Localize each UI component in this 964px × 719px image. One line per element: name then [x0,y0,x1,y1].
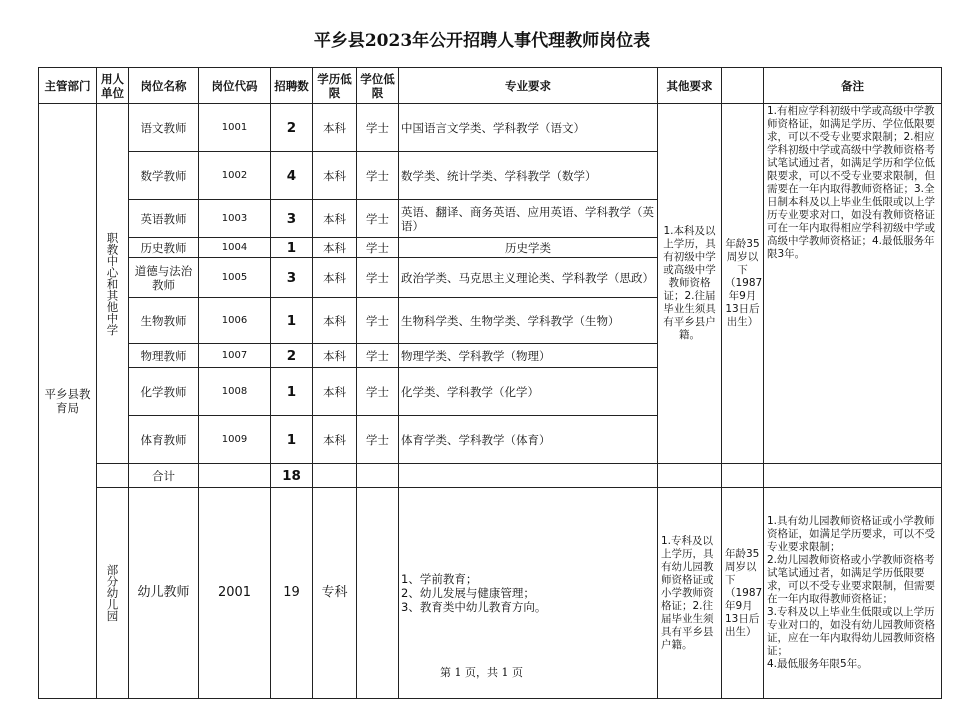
header-edu: 学历低限 [313,68,357,104]
edu-cell: 本科 [313,200,357,238]
kg-post-cell: 幼儿教师 [129,488,199,699]
edu-cell: 本科 [313,104,357,152]
kg-age-requirement: 年龄35周岁以下（1987年9月13日后出生） [722,488,764,699]
code-cell: 1004 [199,238,271,258]
post-cell: 数学教师 [129,152,199,200]
major-cell: 历史学类 [399,238,658,258]
kg-edu-cell: 专科 [313,488,357,699]
table-row [39,104,942,152]
code-cell: 1008 [199,368,271,416]
degree-cell: 学士 [357,152,399,200]
count-cell: 3 [271,200,313,238]
major-cell: 体育学类、学科教学（体育） [399,416,658,464]
total-code-cell [199,464,271,488]
positions-table [38,67,942,699]
count-cell: 3 [271,258,313,298]
page-title: 平乡县2023年公开招聘人事代理教师岗位表 [313,31,651,51]
kg-degree-cell [357,488,399,699]
header-degree: 学位低限 [357,68,399,104]
page-footer: 第 1 页，共 1 页 [440,666,523,679]
header-dept: 主管部门 [39,68,97,104]
count-cell: 1 [271,238,313,258]
degree-cell: 学士 [357,238,399,258]
code-cell: 1009 [199,416,271,464]
total-note-cell [764,464,942,488]
total-other-cell [658,464,722,488]
kg-unit-cell: 部分幼儿园 [97,488,129,699]
dept-cell: 平乡县教育局 [39,104,97,699]
total-edu-cell [313,464,357,488]
count-cell: 1 [271,416,313,464]
kg-major-cell: 1、学前教育； 2、幼儿发展与健康管理； 3、教育类中幼儿教育方向。 [399,488,658,699]
degree-cell: 学士 [357,416,399,464]
major-cell: 中国语言文学类、学科教学（语文） [399,104,658,152]
post-cell: 体育教师 [129,416,199,464]
major-cell: 英语、翻译、商务英语、应用英语、学科教学（英语） [399,200,658,238]
post-cell: 道德与法治教师 [129,258,199,298]
total-degree-cell [357,464,399,488]
edu-cell: 本科 [313,258,357,298]
total-count: 18 [271,464,313,488]
code-cell: 1003 [199,200,271,238]
other-requirements: 1.本科及以上学历，具有初级中学或高级中学教师资格证；2.往届毕业生须具有平乡县户籍。 [658,104,722,464]
major-cell: 生物科学类、生物学类、学科教学（生物） [399,298,658,344]
age-requirement: 年龄35周岁以下（1987年9月13日后出生） [722,104,764,464]
degree-cell: 学士 [357,298,399,344]
edu-cell: 本科 [313,416,357,464]
header-post: 岗位名称 [129,68,199,104]
post-cell: 语文教师 [129,104,199,152]
post-cell: 生物教师 [129,298,199,344]
header-count: 招聘数 [271,68,313,104]
code-cell: 1002 [199,152,271,200]
major-cell: 物理学类、学科教学（物理） [399,344,658,368]
header-major: 专业要求 [399,68,658,104]
code-cell: 1001 [199,104,271,152]
total-label: 合计 [129,464,199,488]
count-cell: 2 [271,344,313,368]
count-cell: 2 [271,104,313,152]
header-other: 其他要求 [658,68,722,104]
header-unit: 用人单位 [97,68,129,104]
post-cell: 物理教师 [129,344,199,368]
kg-other-requirements: 1.专科及以上学历，具有幼儿园教师资格证或小学教师资格证；2.往届毕业生须具有平乡县户籍。 [658,488,722,699]
degree-cell: 学士 [357,200,399,238]
code-cell: 1007 [199,344,271,368]
code-cell: 1006 [199,298,271,344]
total-row [39,464,942,488]
total-unit-cell [97,464,129,488]
edu-cell: 本科 [313,238,357,258]
major-cell: 数学类、统计学类、学科教学（数学） [399,152,658,200]
major-cell: 政治学类、马克思主义理论类、学科教学（思政） [399,258,658,298]
header-row [39,68,942,104]
major-cell: 化学类、学科教学（化学） [399,368,658,416]
count-cell: 1 [271,298,313,344]
count-cell: 1 [271,368,313,416]
remarks-cell: 1.有相应学科初级中学或高级中学教师资格证，如满足学历、学位低限要求，可以不受专业要求限制；2.相应学科初级中学或高级中学教师资格考试笔试通过者，如满足学历和学位低限要求，可以不受专业要求限制，但需要在一年内取得教师资格证；3.全日制本科及以上毕业生低限或以上学历专业要求对口，如没有教师资格证可在一年内取得相应学科初级中学或高级中学教师资格证；4.最低服务年限3年。 [764,104,942,464]
total-age-cell [722,464,764,488]
post-cell: 英语教师 [129,200,199,238]
edu-cell: 本科 [313,152,357,200]
post-cell: 历史教师 [129,238,199,258]
degree-cell: 学士 [357,104,399,152]
degree-cell: 学士 [357,344,399,368]
kg-remarks-cell: 1.具有幼儿园教师资格证或小学教师资格证，如满足学历要求，可以不受专业要求限制； 2.幼儿园教师资格或小学教师资格考试笔试通过者，如满足学历低限要求，可以不受专业要求限制，但需要在一年内取得教师资格证； 3.专科及以上毕业生低限或以上学历专业对口的，如没有幼儿园教师资格证，应在一年内取得幼儿园教师资格证； 4.最低服务年限5年。 [764,488,942,699]
unit-cell: 职教中心和其他中学 [97,104,129,464]
edu-cell: 本科 [313,368,357,416]
header-age [722,68,764,104]
degree-cell: 学士 [357,368,399,416]
total-major-cell [399,464,658,488]
degree-cell: 学士 [357,258,399,298]
count-cell: 4 [271,152,313,200]
edu-cell: 本科 [313,344,357,368]
kg-count-cell: 19 [271,488,313,699]
header-note: 备注 [764,68,942,104]
code-cell: 1005 [199,258,271,298]
header-code: 岗位代码 [199,68,271,104]
kg-code-cell: 2001 [199,488,271,699]
post-cell: 化学教师 [129,368,199,416]
edu-cell: 本科 [313,298,357,344]
